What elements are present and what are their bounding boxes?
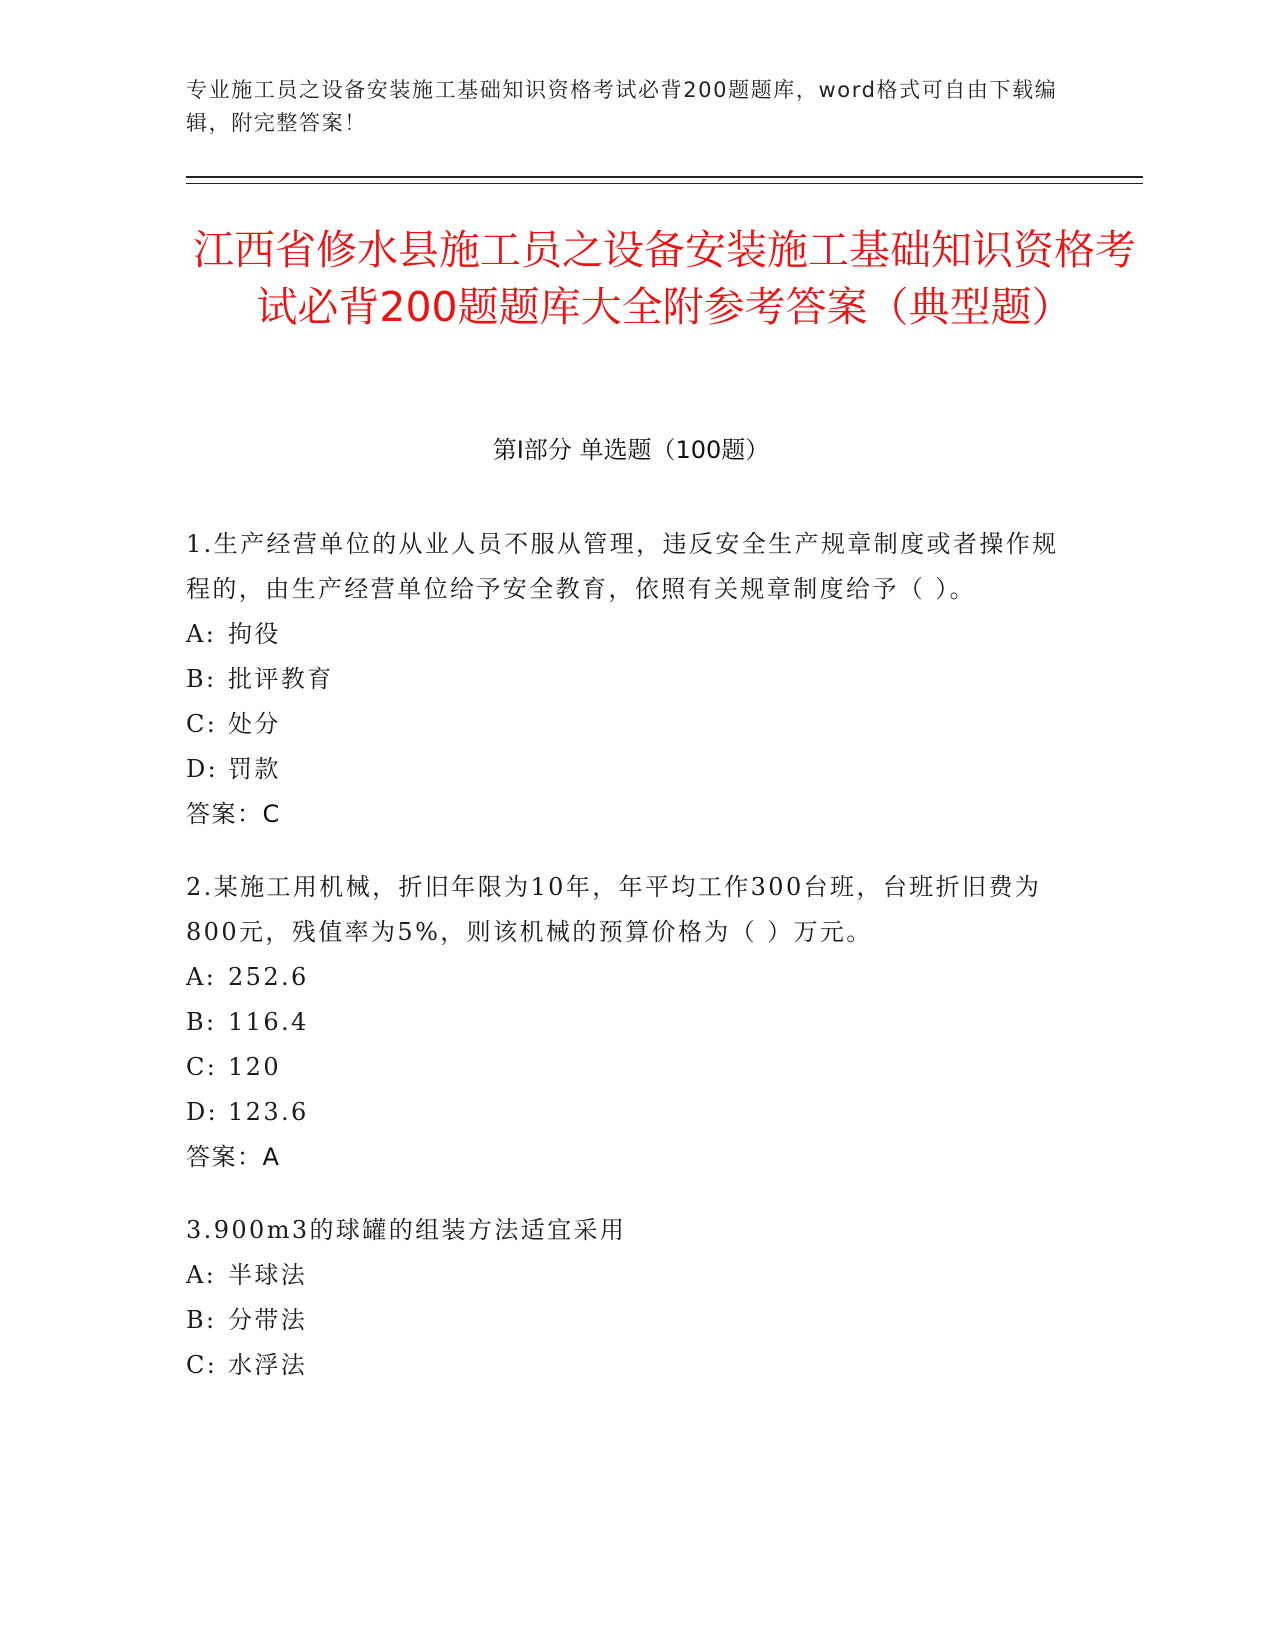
question-1 — [186, 522, 1086, 837]
option-letter: A: — [186, 1261, 217, 1289]
option-text: 120 — [228, 1053, 282, 1081]
option-letter: B: — [186, 665, 217, 693]
section-title: 第Ⅰ部分 单选题（100题） — [492, 436, 770, 464]
question-2 — [186, 865, 1086, 1180]
option-d — [186, 1090, 1086, 1135]
option-letter: A: — [186, 620, 217, 648]
option-letter: C: — [186, 710, 218, 738]
question-text: 2.某施工用机械，折旧年限为10年，年平均工作300台班，台班折旧费为800元，残值率为5%，则该机械的预算价格为（ ）万元。 — [186, 873, 1042, 946]
option-letter: C: — [186, 1351, 218, 1379]
question-text: 1.生产经营单位的从业人员不服从管理，违反安全生产规章制度或者操作规程的，由生产经营单位给予安全教育，依照有关规章制度给予（ ）。 — [186, 530, 1059, 603]
answer: 答案：C — [186, 800, 281, 828]
option-letter: C: — [186, 1053, 218, 1081]
option-letter: B: — [186, 1306, 217, 1334]
option-b — [186, 1000, 1086, 1045]
option-b — [186, 1298, 1086, 1343]
option-text: 半球法 — [228, 1261, 308, 1289]
option-text: 处分 — [228, 710, 281, 738]
option-a — [186, 1253, 1086, 1298]
document-title: 江西省修水县施工员之设备安装施工基础知识资格考试必背200题题库大全附参考答案（典型题） — [193, 226, 1136, 331]
option-c — [186, 1343, 1086, 1388]
option-a — [186, 955, 1086, 1000]
option-text: 拘役 — [228, 620, 281, 648]
question-text: 3.900m3的球罐的组装方法适宜采用 — [186, 1216, 627, 1244]
header-divider-thin — [186, 183, 1143, 184]
option-letter: D: — [186, 755, 219, 783]
question-list — [186, 522, 1086, 1416]
answer: 答案：A — [186, 1143, 281, 1171]
option-text: 252.6 — [228, 963, 309, 991]
option-letter: A: — [186, 963, 217, 991]
option-text: 分带法 — [228, 1306, 308, 1334]
option-text: 116.4 — [228, 1008, 309, 1036]
option-c — [186, 702, 1086, 747]
option-letter: D: — [186, 1098, 219, 1126]
option-d — [186, 747, 1086, 792]
option-a — [186, 612, 1086, 657]
option-text: 批评教育 — [228, 665, 334, 693]
header-note: 专业施工员之设备安装施工基础知识资格考试必背200题题库，word格式可自由下载编辑，附完整答案！ — [186, 78, 1058, 135]
option-b — [186, 657, 1086, 702]
header-divider-thick — [186, 176, 1143, 178]
option-letter: B: — [186, 1008, 217, 1036]
option-c — [186, 1045, 1086, 1090]
option-text: 123.6 — [228, 1098, 309, 1126]
question-3 — [186, 1208, 1086, 1388]
option-text: 罚款 — [228, 755, 281, 783]
option-text: 水浮法 — [228, 1351, 308, 1379]
